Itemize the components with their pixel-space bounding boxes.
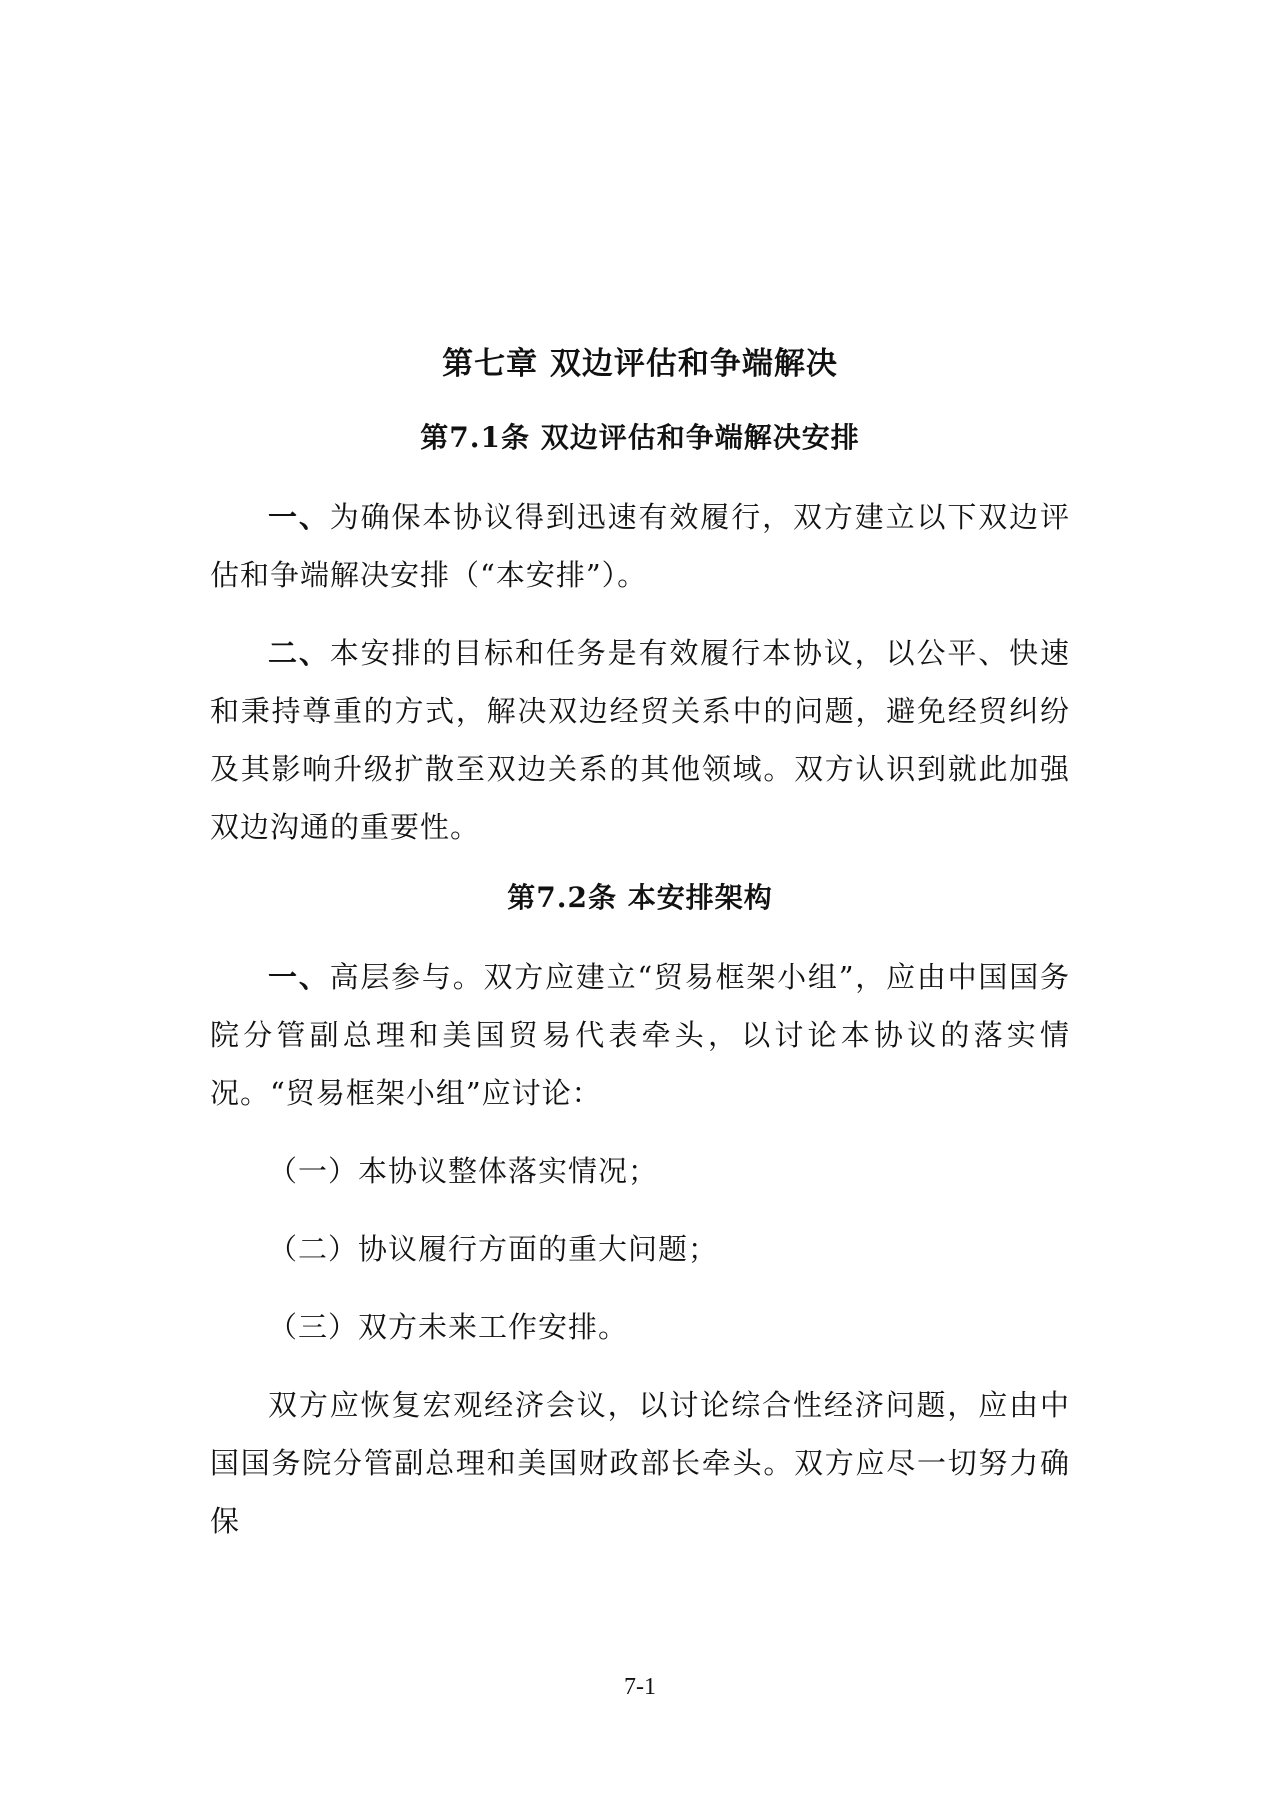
paragraph-lead-number: 一、 bbox=[268, 960, 330, 994]
article-7-1-paragraph-2 bbox=[210, 624, 1070, 856]
paragraph-lead-number: 一、 bbox=[268, 500, 330, 534]
list-item-1: （一）本协议整体落实情况； bbox=[268, 1154, 659, 1188]
article-7-1-paragraph-1 bbox=[210, 488, 1070, 604]
page-number: 7-1 bbox=[624, 1674, 656, 1700]
paragraph-text: 为确保本协议得到迅速有效履行，双方建立以下双边评估和争端解决安排（“本安排”）。 bbox=[210, 500, 1070, 592]
paragraph-text: 高层参与。双方应建立“贸易框架小组”，应由中国国务院分管副总理和美国贸易代表牵头，以讨论本协议的落实情况。“贸易框架小组”应讨论： bbox=[210, 960, 1070, 1110]
chapter-title: 第七章 双边评估和争端解决 bbox=[442, 346, 838, 382]
article-7-2-paragraph-2: 双方应恢复宏观经济会议，以讨论综合性经济问题，应由中国国务院分管副总理和美国财政部长牵头。双方应尽一切努力确保 bbox=[210, 1388, 1070, 1538]
article-7-2-title: 第7.2条 本安排架构 bbox=[507, 881, 773, 914]
article-7-1-title: 第7.1条 双边评估和争端解决安排 bbox=[420, 421, 860, 454]
document-body bbox=[210, 340, 1070, 1570]
paragraph-lead-number: 二、 bbox=[268, 636, 330, 670]
paragraph-text: 本安排的目标和任务是有效履行本协议，以公平、快速和秉持尊重的方式，解决双边经贸关系中的问题，避免经贸纠纷及其影响升级扩散至双边关系的其他领域。双方认识到就此加强双边沟通的重要性。 bbox=[210, 636, 1070, 844]
article-7-2-paragraph-1 bbox=[210, 948, 1070, 1122]
list-item-2: （二）协议履行方面的重大问题； bbox=[268, 1232, 719, 1266]
list-item-3: （三）双方未来工作安排。 bbox=[268, 1310, 629, 1344]
